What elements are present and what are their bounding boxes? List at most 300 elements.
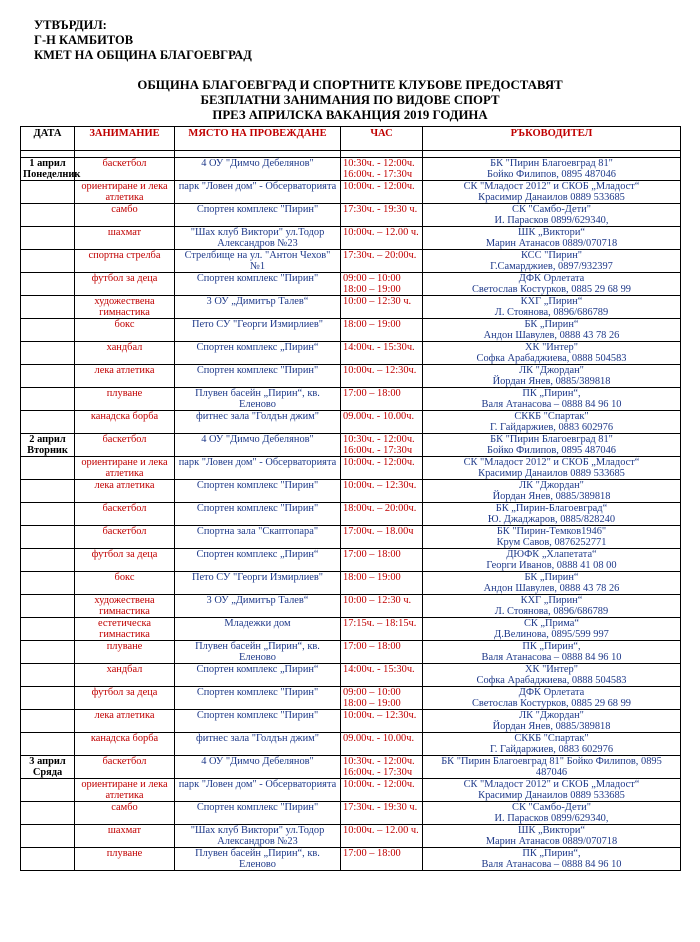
- activity-cell-text: баскетбол: [102, 503, 147, 514]
- place-cell-text: Плувен басейн „Пирин“, кв. Еленово: [195, 848, 320, 870]
- table-row: [21, 848, 681, 871]
- place-cell-text: Плувен басейн „Пирин“, кв. Еленово: [195, 388, 320, 410]
- leader-cell-text: СК "Самбо-Дети": [512, 204, 591, 215]
- activity-cell: [75, 296, 175, 319]
- date-cell: [21, 687, 75, 710]
- leader-cell-text: Ю. Джаджаров, 0885/828240: [487, 514, 616, 525]
- time-cell-text: 18:00 – 19:00: [343, 572, 401, 583]
- date-cell: [21, 572, 75, 595]
- leader-cell-text: Йордан Янев, 0885/389818: [492, 491, 611, 502]
- activity-cell: [75, 779, 175, 802]
- place-cell-text: Спортна зала "Скаптопара": [196, 526, 319, 537]
- time-cell-text: 17:00ч. – 18.00ч: [343, 526, 414, 537]
- place-cell: [175, 549, 341, 572]
- title-line: ОБЩИНА БЛАГОЕВГРАД И СПОРТНИТЕ КЛУБОВЕ ПРЕДОСТАВЯТ: [137, 78, 563, 92]
- place-cell: [175, 526, 341, 549]
- activity-cell: [75, 411, 175, 434]
- activity-cell: [75, 595, 175, 618]
- schedule-body: [21, 151, 681, 871]
- leader-cell-text: Г. Гайдаржиев, 0883 602976: [489, 744, 614, 755]
- leader-cell-text: ШК „Виктори“: [518, 825, 585, 836]
- table-row: [21, 825, 681, 848]
- place-cell-text: 4 ОУ "Димчо Дебелянов": [201, 158, 314, 169]
- leader-cell-text: БК "Пирин-Темков1946": [496, 526, 607, 537]
- table-row: [21, 664, 681, 687]
- date-cell: [21, 503, 75, 526]
- place-cell-text: Спортен комплекс "Пирин": [196, 503, 319, 514]
- date-cell: [21, 825, 75, 848]
- date-cell-text: 2 април: [29, 434, 66, 445]
- place-cell: [175, 158, 341, 181]
- time-cell-text: 17:30ч. - 19:30 ч.: [343, 204, 418, 215]
- time-cell-text: 10:00 – 12:30 ч.: [343, 296, 412, 307]
- time-cell: [341, 710, 423, 733]
- activity-cell-text: шахмат: [107, 825, 142, 836]
- document-title: [0, 78, 700, 123]
- time-cell-text: 10:00ч. – 12:30ч.: [343, 480, 417, 491]
- activity-cell-text: баскетбол: [102, 434, 147, 445]
- leader-cell-text: Г. Гайдаржиев, 0883 602976: [489, 422, 614, 433]
- date-cell: [21, 342, 75, 365]
- leader-cell: [423, 388, 681, 411]
- approval-line: Г-Н КАМБИТОВ: [34, 33, 134, 47]
- date-cell: [21, 388, 75, 411]
- leader-cell-text: СККБ "Спартак": [514, 733, 589, 744]
- leader-cell-text: БК "Пирин Благоевград 81": [490, 434, 613, 445]
- time-cell: [341, 756, 423, 779]
- leader-cell: [423, 181, 681, 204]
- date-cell: [21, 756, 75, 779]
- leader-cell-text: Светослав Костурков, 0885 29 68 99: [472, 698, 631, 709]
- leader-cell: [423, 204, 681, 227]
- time-cell: [341, 572, 423, 595]
- header-leader: РЪКОВОДИТЕЛ: [423, 127, 681, 151]
- approval-block: [34, 18, 252, 63]
- leader-cell-text: Софка Арабаджиева, 0888 504583: [476, 675, 627, 686]
- leader-cell: [423, 572, 681, 595]
- leader-cell-text: Д.Велинова, 0895/599 997: [494, 629, 609, 640]
- leader-cell-text: Андон Шавулев, 0888 43 78 26: [483, 583, 620, 594]
- leader-cell-text: ЛК "Джордан": [519, 480, 584, 491]
- time-cell: [341, 779, 423, 802]
- place-cell-text: фитнес зала "Голдън джим": [196, 733, 319, 744]
- activity-cell-text: баскетбол: [102, 756, 147, 767]
- place-cell-text: 3 ОУ „Димитър Талев“: [206, 595, 309, 606]
- place-cell: [175, 365, 341, 388]
- activity-cell-text: самбо: [111, 204, 138, 215]
- table-row: [21, 342, 681, 365]
- activity-cell: [75, 756, 175, 779]
- activity-cell: [75, 641, 175, 664]
- date-cell: [21, 595, 75, 618]
- time-cell: [341, 227, 423, 250]
- place-cell: [175, 848, 341, 871]
- place-cell: [175, 618, 341, 641]
- leader-cell-text: Йордан Янев, 0885/389818: [492, 376, 611, 387]
- time-cell-text: 10:00ч. – 12.00 ч.: [343, 227, 419, 238]
- date-cell: [21, 641, 75, 664]
- place-cell: [175, 273, 341, 296]
- header-time: ЧАС: [341, 127, 423, 151]
- place-cell-text: Пето СУ "Георги Измирлиев": [191, 572, 324, 583]
- leader-cell: [423, 848, 681, 871]
- place-cell: [175, 825, 341, 848]
- table-row: [21, 503, 681, 526]
- date-cell: [21, 227, 75, 250]
- activity-cell-text: футбол за деца: [91, 687, 158, 698]
- activity-cell-text: лека атлетика: [94, 480, 155, 491]
- time-cell: [341, 411, 423, 434]
- activity-cell: [75, 503, 175, 526]
- leader-cell: [423, 664, 681, 687]
- activity-cell: [75, 710, 175, 733]
- leader-cell: [423, 526, 681, 549]
- table-row: [21, 296, 681, 319]
- time-cell: [341, 181, 423, 204]
- activity-cell-text: плуване: [106, 641, 143, 652]
- time-cell: [341, 641, 423, 664]
- place-cell-text: Спортен комплекс "Пирин": [196, 802, 319, 813]
- activity-cell: [75, 181, 175, 204]
- table-row: [21, 641, 681, 664]
- schedule-table: [20, 126, 681, 871]
- activity-cell-text: спортна стрелба: [88, 250, 161, 261]
- time-cell: [341, 848, 423, 871]
- place-cell: [175, 227, 341, 250]
- place-cell: [175, 756, 341, 779]
- time-cell: [341, 733, 423, 756]
- place-cell-text: Спортен комплекс "Пирин": [196, 204, 319, 215]
- time-cell-text: 09:00 – 10:00 18:00 – 19:00: [343, 687, 401, 709]
- place-cell-text: фитнес зала "Голдън джим": [196, 411, 319, 422]
- activity-cell-text: канадска борба: [90, 733, 159, 744]
- leader-cell: [423, 319, 681, 342]
- table-header-row: [21, 127, 681, 151]
- time-cell: [341, 342, 423, 365]
- leader-cell-text: ЛК "Джордан": [519, 365, 584, 376]
- place-cell-text: "Шах клуб Виктори" ул.Тодор Александров №23: [190, 825, 325, 847]
- date-cell: [21, 526, 75, 549]
- activity-cell-text: самбо: [111, 802, 138, 813]
- leader-cell-text: ПК „Пирин“,: [522, 641, 581, 652]
- table-row: [21, 388, 681, 411]
- approval-line: КМЕТ НА ОБЩИНА БЛАГОЕВГРАД: [34, 48, 252, 62]
- time-cell: [341, 319, 423, 342]
- leader-cell: [423, 250, 681, 273]
- spacer-row: [21, 151, 681, 158]
- leader-cell-text: Валя Атанасова – 0888 84 96 10: [481, 399, 622, 410]
- place-cell: [175, 733, 341, 756]
- leader-cell-text: КХГ „Пирин“: [520, 595, 583, 606]
- place-cell: [175, 503, 341, 526]
- time-cell: [341, 825, 423, 848]
- table-row: [21, 273, 681, 296]
- time-cell: [341, 595, 423, 618]
- activity-cell-text: бокс: [114, 572, 135, 583]
- leader-cell-text: Красимир Данаилов 0889 533685: [478, 468, 625, 479]
- table-row: [21, 250, 681, 273]
- leader-cell-text: Бойко Филипов, 0895 487046: [487, 169, 616, 180]
- header-date: ДАТА: [21, 127, 75, 151]
- activity-cell-text: хандбал: [106, 664, 143, 675]
- place-cell: [175, 641, 341, 664]
- table-row: [21, 158, 681, 181]
- place-cell: [175, 457, 341, 480]
- activity-cell: [75, 342, 175, 365]
- date-cell: [21, 779, 75, 802]
- header-activity: ЗАНИМАНИЕ: [75, 127, 175, 151]
- place-cell-text: Спортен комплекс „Пирин“: [196, 549, 319, 560]
- approval-line: УТВЪРДИЛ:: [34, 18, 107, 32]
- place-cell-text: Спортен комплекс "Пирин": [196, 480, 319, 491]
- leader-cell-text: Софка Арабаджиева, 0888 504583: [476, 353, 627, 364]
- place-cell-text: 3 ОУ „Димитър Талев“: [206, 296, 309, 307]
- time-cell-text: 18:00ч. – 20:00ч.: [343, 503, 417, 514]
- time-cell-text: 10:00ч. – 12:30ч.: [343, 710, 417, 721]
- activity-cell: [75, 457, 175, 480]
- time-cell-text: 10:00ч. – 12:30ч.: [343, 365, 417, 376]
- time-cell-text: 10:00ч. - 12:00ч.: [343, 181, 415, 192]
- leader-cell: [423, 710, 681, 733]
- leader-cell: [423, 756, 681, 779]
- table-row: [21, 181, 681, 204]
- activity-cell: [75, 572, 175, 595]
- leader-cell-text: ХК "Интер": [525, 664, 578, 675]
- time-cell-text: 17:00 – 18:00: [343, 848, 401, 859]
- leader-cell-text: СККБ "Спартак": [514, 411, 589, 422]
- time-cell-text: 10:00 – 12:30 ч.: [343, 595, 412, 606]
- leader-cell-text: И. Парасков 0899/629340,: [494, 215, 609, 226]
- date-cell: [21, 848, 75, 871]
- leader-cell-text: ДФК Орлетата: [518, 687, 585, 698]
- place-cell-text: Спортен комплекс "Пирин": [196, 687, 319, 698]
- place-cell-text: Спортен комплекс "Пирин": [196, 365, 319, 376]
- activity-cell: [75, 250, 175, 273]
- leader-cell-text: ПК „Пирин“,: [522, 388, 581, 399]
- time-cell-text: 17:00 – 18:00: [343, 388, 401, 399]
- leader-cell-text: Г.Самарджиев, 0897/932397: [490, 261, 613, 272]
- table-row: [21, 687, 681, 710]
- activity-cell: [75, 825, 175, 848]
- leader-cell: [423, 503, 681, 526]
- leader-cell-text: Бойко Филипов, 0895 487046: [487, 445, 616, 456]
- leader-cell: [423, 687, 681, 710]
- leader-cell-text: ЛК "Джордан": [519, 710, 584, 721]
- time-cell-text: 17:30ч. – 20:00ч.: [343, 250, 417, 261]
- table-row: [21, 434, 681, 457]
- place-cell: [175, 342, 341, 365]
- leader-cell-text: Красимир Данаилов 0889 533685: [478, 790, 625, 801]
- time-cell: [341, 664, 423, 687]
- activity-cell: [75, 158, 175, 181]
- activity-cell: [75, 480, 175, 503]
- leader-cell-text: БК "Пирин Благоевград 81" Бойко Филипов, 0895 487046: [441, 756, 662, 778]
- time-cell: [341, 388, 423, 411]
- activity-cell: [75, 365, 175, 388]
- time-cell: [341, 549, 423, 572]
- date-cell-text: Сряда: [32, 767, 63, 778]
- time-cell: [341, 250, 423, 273]
- place-cell-text: Младежки дом: [224, 618, 291, 629]
- leader-cell: [423, 158, 681, 181]
- title-line: ПРЕЗ АПРИЛСКА ВАКАНЦИЯ 2019 ГОДИНА: [212, 108, 488, 122]
- leader-cell-text: БК „Пирин“: [524, 319, 579, 330]
- activity-cell-text: лека атлетика: [94, 710, 155, 721]
- activity-cell-text: ориентиране и лека атлетика: [81, 181, 168, 203]
- activity-cell-text: бокс: [114, 319, 135, 330]
- date-cell: [21, 480, 75, 503]
- table-row: [21, 204, 681, 227]
- time-cell-text: 17:15ч. – 18:15ч.: [343, 618, 417, 629]
- table-row: [21, 802, 681, 825]
- activity-cell-text: баскетбол: [102, 158, 147, 169]
- date-cell: [21, 664, 75, 687]
- leader-cell-text: БК „Пирин“: [524, 572, 579, 583]
- leader-cell-text: Андон Шавулев, 0888 43 78 26: [483, 330, 620, 341]
- time-cell-text: 10:00ч. - 12:00ч.: [343, 457, 415, 468]
- table-row: [21, 572, 681, 595]
- activity-cell: [75, 227, 175, 250]
- date-cell: [21, 250, 75, 273]
- activity-cell: [75, 618, 175, 641]
- place-cell: [175, 296, 341, 319]
- leader-cell-text: ДЮФК „Хлапетата“: [506, 549, 597, 560]
- place-cell: [175, 802, 341, 825]
- table-row: [21, 457, 681, 480]
- time-cell: [341, 457, 423, 480]
- date-cell: [21, 181, 75, 204]
- place-cell-text: Спортен комплекс „Пирин“: [196, 664, 319, 675]
- place-cell-text: Спортен комплекс "Пирин": [196, 273, 319, 284]
- table-row: [21, 710, 681, 733]
- place-cell-text: Стрелбище на ул. "Антон Чехов" №1: [184, 250, 331, 272]
- date-cell: [21, 319, 75, 342]
- activity-cell: [75, 388, 175, 411]
- leader-cell-text: ХК "Интер": [525, 342, 578, 353]
- table-row: [21, 227, 681, 250]
- date-cell: [21, 204, 75, 227]
- leader-cell-text: Л. Стоянова, 0896/686789: [494, 606, 609, 617]
- leader-cell-text: Марин Атанасов 0889/070718: [485, 238, 618, 249]
- leader-cell-text: СК "Младост 2012" и СКОБ „Младост“: [463, 181, 640, 192]
- place-cell: [175, 434, 341, 457]
- place-cell: [175, 595, 341, 618]
- place-cell: [175, 181, 341, 204]
- date-cell: [21, 365, 75, 388]
- activity-cell-text: баскетбол: [102, 526, 147, 537]
- place-cell-text: 4 ОУ "Димчо Дебелянов": [201, 756, 314, 767]
- activity-cell: [75, 319, 175, 342]
- activity-cell: [75, 549, 175, 572]
- place-cell-text: 4 ОУ "Димчо Дебелянов": [201, 434, 314, 445]
- place-cell: [175, 664, 341, 687]
- time-cell: [341, 296, 423, 319]
- activity-cell: [75, 687, 175, 710]
- date-cell: [21, 457, 75, 480]
- activity-cell-text: плуване: [106, 848, 143, 859]
- activity-cell-text: хандбал: [106, 342, 143, 353]
- place-cell-text: парк "Ловен дом" - Обсерваторията: [178, 779, 337, 790]
- leader-cell: [423, 434, 681, 457]
- leader-cell: [423, 733, 681, 756]
- activity-cell: [75, 733, 175, 756]
- leader-cell-text: БК "Пирин Благоевград 81": [490, 158, 613, 169]
- leader-cell-text: Светослав Костурков, 0885 29 68 99: [472, 284, 631, 295]
- activity-cell-text: футбол за деца: [91, 273, 158, 284]
- leader-cell-text: Валя Атанасова – 0888 84 96 10: [481, 652, 622, 663]
- date-cell: [21, 296, 75, 319]
- place-cell-text: Спортен комплекс "Пирин": [196, 710, 319, 721]
- leader-cell-text: ДФК Орлетата: [518, 273, 585, 284]
- activity-cell-text: художествена гимнастика: [94, 296, 155, 318]
- leader-cell: [423, 342, 681, 365]
- date-cell: [21, 434, 75, 457]
- leader-cell-text: Йордан Янев, 0885/389818: [492, 721, 611, 732]
- leader-cell: [423, 273, 681, 296]
- time-cell: [341, 158, 423, 181]
- activity-cell-text: канадска борба: [90, 411, 159, 422]
- activity-cell: [75, 434, 175, 457]
- activity-cell: [75, 273, 175, 296]
- activity-cell-text: ориентиране и лека атлетика: [81, 457, 168, 479]
- leader-cell-text: КСС "Пирин": [521, 250, 582, 261]
- activity-cell-text: художествена гимнастика: [94, 595, 155, 617]
- time-cell: [341, 802, 423, 825]
- date-cell: [21, 411, 75, 434]
- leader-cell: [423, 802, 681, 825]
- leader-cell-text: СК "Самбо-Дети": [512, 802, 591, 813]
- place-cell-text: Плувен басейн „Пирин“, кв. Еленово: [195, 641, 320, 663]
- leader-cell: [423, 779, 681, 802]
- table-row: [21, 549, 681, 572]
- activity-cell-text: естетическа гимнастика: [98, 618, 151, 640]
- time-cell: [341, 434, 423, 457]
- leader-cell: [423, 641, 681, 664]
- leader-cell: [423, 825, 681, 848]
- time-cell-text: 10:30ч. - 12:00ч. 16:00ч. - 17:30ч: [343, 756, 415, 778]
- leader-cell: [423, 549, 681, 572]
- leader-cell-text: ПК „Пирин“,: [522, 848, 581, 859]
- place-cell: [175, 687, 341, 710]
- date-cell: [21, 710, 75, 733]
- date-cell: [21, 618, 75, 641]
- activity-cell: [75, 204, 175, 227]
- header-place: МЯСТО НА ПРОВЕЖДАНЕ: [175, 127, 341, 151]
- place-cell-text: "Шах клуб Виктори" ул.Тодор Александров №23: [190, 227, 325, 249]
- place-cell-text: Спортен комплекс „Пирин“: [196, 342, 319, 353]
- leader-cell-text: СК "Младост 2012" и СКОБ „Младост“: [463, 779, 640, 790]
- time-cell-text: 17:00 – 18:00: [343, 641, 401, 652]
- activity-cell: [75, 802, 175, 825]
- time-cell-text: 14:00ч. - 15:30ч.: [343, 664, 415, 675]
- activity-cell-text: лека атлетика: [94, 365, 155, 376]
- place-cell: [175, 204, 341, 227]
- time-cell: [341, 526, 423, 549]
- time-cell-text: 17:00 – 18:00: [343, 549, 401, 560]
- date-cell-text: 3 април: [29, 756, 66, 767]
- place-cell: [175, 779, 341, 802]
- table-row: [21, 779, 681, 802]
- activity-cell-text: ориентиране и лека атлетика: [81, 779, 168, 801]
- leader-cell: [423, 296, 681, 319]
- place-cell: [175, 480, 341, 503]
- leader-cell: [423, 411, 681, 434]
- table-row: [21, 756, 681, 779]
- time-cell-text: 18:00 – 19:00: [343, 319, 401, 330]
- time-cell-text: 10:00ч. - 12:00ч.: [343, 779, 415, 790]
- activity-cell: [75, 848, 175, 871]
- leader-cell-text: Крум Савов, 0876252771: [496, 537, 607, 548]
